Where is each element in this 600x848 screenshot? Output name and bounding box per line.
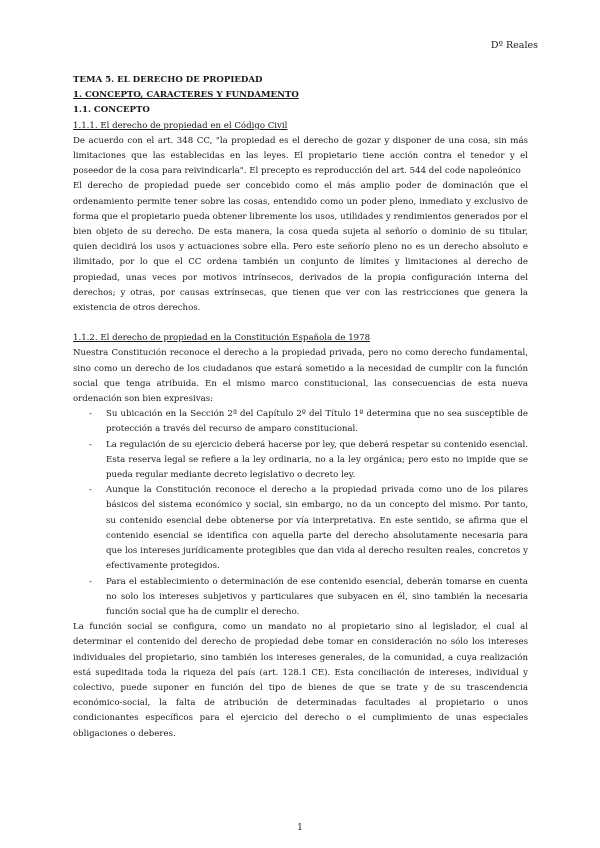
page-number: 1 [297,823,303,833]
spacer [73,316,528,331]
paragraph-art-348: De acuerdo con el art. 348 CC, "la propiedad es el derecho de gozar y disponer de una cosa, sin más limitaciones que las establecidas en las leyes. El propietario tiene acción contra el tenedor y el poseedor de la cosa para reivindicarla". El precepto es reproducción del art. 544 del code napoleónico [73,135,528,177]
chapter-title: TEMA 5. EL DERECHO DE PROPIEDAD [73,75,263,85]
subsection-heading: 1.1. CONCEPTO [73,105,150,116]
list-item: - Aunque la Constitución reconoce el derecho a la propiedad privada como uno de los pilares básicos del sistema económico y social, sin embargo, no da un concepto del mismo. Por tanto, su contenido esencial debe obtenerse por vía interpretativa. En este sentido, se afirma que el contenido esencial se identifica con aquella parte del derecho absolutamente necesaria para que los intereses jurídicamente protegibles que dan vida al derecho resulten reales, concretos y efectivamente protegidos. [106,483,528,574]
paragraph-funcion-social: La función social se configura, como un mandato no al propietario sino al legislador, el cual al determinar el contenido del derecho de propiedad debe tomar en consideración no sólo los intereses individuales del propietario, sino también los intereses generales, de la comunidad, a cuya realización está supeditada toda la riqueza del país (art. 128.1 CE). Esta conciliación de intereses, individual y colectivo, puede suponer en función del tipo de bienes de que se trate y de su trascendencia económico-social, la falta de atribución de determinadas facultades al propietario o unos condicionantes específicos para el ejercicio del derecho o el cumplimiento de unas especiales obligaciones o deberes. [73,622,528,739]
paragraph-concepto: El derecho de propiedad puede ser concebido como el más amplio poder de dominación que el ordenamiento permite tener sobre las cosas, entendido como un poder pleno, inmediato y exclusivo de forma que el propietario pueda obtener libremente los usos, utilidades y rendimientos generados por el bien objeto de su derecho. De esta manera, la cosa queda sujeta al señorío o dominio de su titular, quien decidirá los usos y actuaciones sobre ella. Pero este señorío pleno no es un derecho absoluto e ilimitado, por lo que el CC ordena también un conjunto de límites y limitaciones al derecho de propiedad, unas veces por motivos intrínsecos, derivados de la propia configuración interna del derechos; y otras, por causas extrínsecas, que tienen que ver con las restricciones que genera la existencia de otros derechos. [73,181,528,314]
running-header: Dº Reales [490,40,538,51]
paragraph-constitucion: Nuestra Constitución reconoce el derecho a la propiedad privada, pero no como derecho fundamental, sino como un derecho de los ciudadanos que estará sometido a la necesidad de cumplir con la función social que tenga atribuida. En el mismo marco constitucional, las consecuencias de esta nueva ordenación son bien expresivas: [73,348,528,405]
document-body [73,73,528,742]
subheading-constitucion: 1.1.2. El derecho de propiedad en la Constitución Española de 1978 [73,333,371,344]
list-item: - La regulación de su ejercicio deberá hacerse por ley, que deberá respetar su contenido esencial. Esta reserva legal se refiere a la ley ordinaria, no a la ley orgánica; pero esto no impide que se pueda regular mediante decreto legislativo o decreto ley. [106,438,528,484]
list-item: - Su ubicación en la Sección 2ª del Capítulo 2º del Título 1º determina que no sea susceptible de protección a través del recurso de amparo constitucional. [106,407,528,437]
subheading-codigo-civil: 1.1.1. El derecho de propiedad en el Código Civil [73,120,288,131]
consequences-list [73,407,528,620]
list-item: - Para el establecimiento o determinación de ese contenido esencial, deberán tomarse en cuenta no solo los intereses subjetivos y particulares que subyacen en él, sino también la necesaria función social que ha de cumplir el derecho. [106,575,528,621]
section-heading: 1. CONCEPTO, CARACTERES Y FUNDAMENTO [73,90,299,101]
